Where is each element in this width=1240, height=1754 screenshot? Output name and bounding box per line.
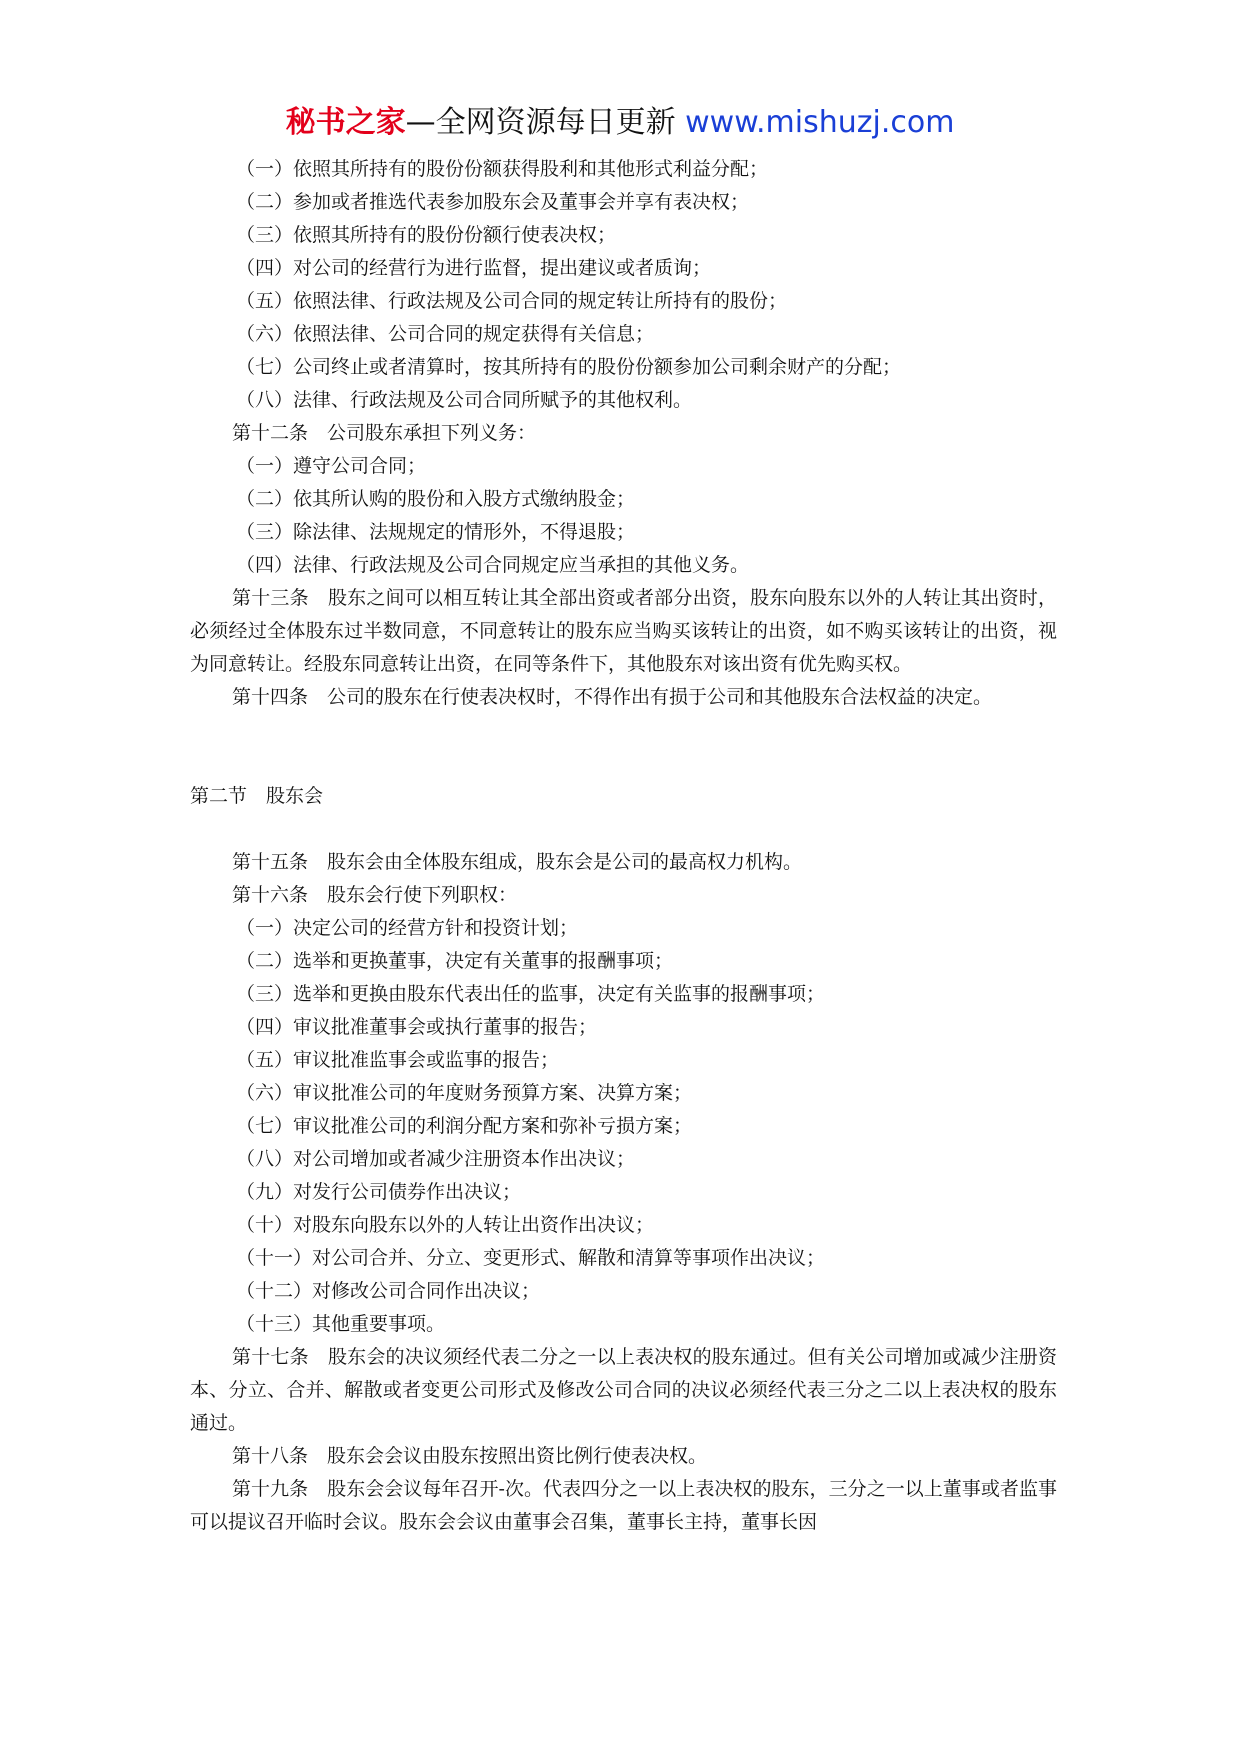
powers-item: （四）审议批准董事会或执行董事的报告； (236, 1016, 598, 1038)
rights-item: （六）依照法律、公司合同的规定获得有关信息； (236, 323, 655, 345)
powers-item: （三）选举和更换由股东代表出任的监事，决定有关监事的报酬事项； (236, 983, 826, 1005)
article-12: 第十二条 公司股东承担下列义务： (232, 422, 537, 444)
rights-item: （四）对公司的经营行为进行监督，提出建议或者质询； (236, 257, 712, 279)
article-17: 第十七条 股东会的决议须经代表二分之一以上表决权的股东通过。但有关公司增加或减少注册资本、分立、合并、解散或者变更公司形式及修改公司合同的决议必须经代表三分之二以上表决权的股东通过。 (190, 1346, 1057, 1434)
page-header (0, 103, 1240, 143)
section-title: 第二节 股东会 (190, 785, 324, 807)
rights-item: （三）依照其所持有的股份份额行使表决权； (236, 224, 617, 246)
powers-item: （十一）对公司合并、分立、变更形式、解散和清算等事项作出决议； (236, 1247, 826, 1269)
rights-item: （七）公司终止或者清算时，按其所持有的股份份额参加公司剩余财产的分配； (236, 356, 902, 378)
powers-item: （十）对股东向股东以外的人转让出资作出决议； (236, 1214, 655, 1236)
rights-item: （八）法律、行政法规及公司合同所赋予的其他权利。 (236, 389, 693, 411)
duties-item: （三）除法律、法规规定的情形外，不得退股； (236, 521, 636, 543)
rights-item: （二）参加或者推选代表参加股东会及董事会并享有表决权； (236, 191, 750, 213)
rights-item: （一）依照其所持有的股份份额获得股利和其他形式利益分配； (236, 158, 769, 180)
article-14: 第十四条 公司的股东在行使表决权时，不得作出有损于公司和其他股东合法权益的决定。 (232, 686, 993, 708)
article-16: 第十六条 股东会行使下列职权： (232, 884, 518, 906)
header-tagline: —全网资源每日更新 (405, 105, 676, 140)
powers-item: （一）决定公司的经营方针和投资计划； (236, 917, 579, 939)
powers-item: （二）选举和更换董事，决定有关董事的报酬事项； (236, 950, 674, 972)
brand-name: 秘书之家 (285, 105, 406, 140)
site-url: www.mishuzj.com (685, 105, 955, 140)
powers-item: （十二）对修改公司合同作出决议； (236, 1280, 541, 1302)
powers-item: （九）对发行公司债券作出决议； (236, 1181, 522, 1203)
powers-item: （七）审议批准公司的利润分配方案和弥补亏损方案； (236, 1115, 693, 1137)
article-15: 第十五条 股东会由全体股东组成，股东会是公司的最高权力机构。 (232, 851, 803, 873)
duties-item: （四）法律、行政法规及公司合同规定应当承担的其他义务。 (236, 554, 750, 576)
powers-item: （八）对公司增加或者减少注册资本作出决议； (236, 1148, 636, 1170)
spacer (190, 714, 1057, 780)
rights-item: （五）依照法律、行政法规及公司合同的规定转让所持有的股份； (236, 290, 788, 312)
spacer (190, 813, 1057, 846)
duties-item: （二）依其所认购的股份和入股方式缴纳股金； (236, 488, 636, 510)
powers-item: （六）审议批准公司的年度财务预算方案、决算方案； (236, 1082, 693, 1104)
duties-item: （一）遵守公司合同； (236, 455, 427, 477)
article-13: 第十三条 股东之间可以相互转让其全部出资或者部分出资，股东向股东以外的人转让其出资时，必须经过全体股东过半数同意，不同意转让的股东应当购买该转让的出资，如不购买该转让的出资，视为同意转让。经股东同意转让出资，在同等条件下，其他股东对该出资有优先购买权。 (190, 587, 1057, 675)
article-18: 第十八条 股东会会议由股东按照出资比例行使表决权。 (232, 1445, 708, 1467)
powers-item: （十三）其他重要事项。 (236, 1313, 446, 1335)
powers-item: （五）审议批准监事会或监事的报告； (236, 1049, 560, 1071)
document-body (190, 153, 1057, 1539)
article-19: 第十九条 股东会会议每年召开-次。代表四分之一以上表决权的股东，三分之一以上董事或者监事可以提议召开临时会议。股东会会议由董事会召集，董事长主持，董事长因 (190, 1478, 1057, 1533)
